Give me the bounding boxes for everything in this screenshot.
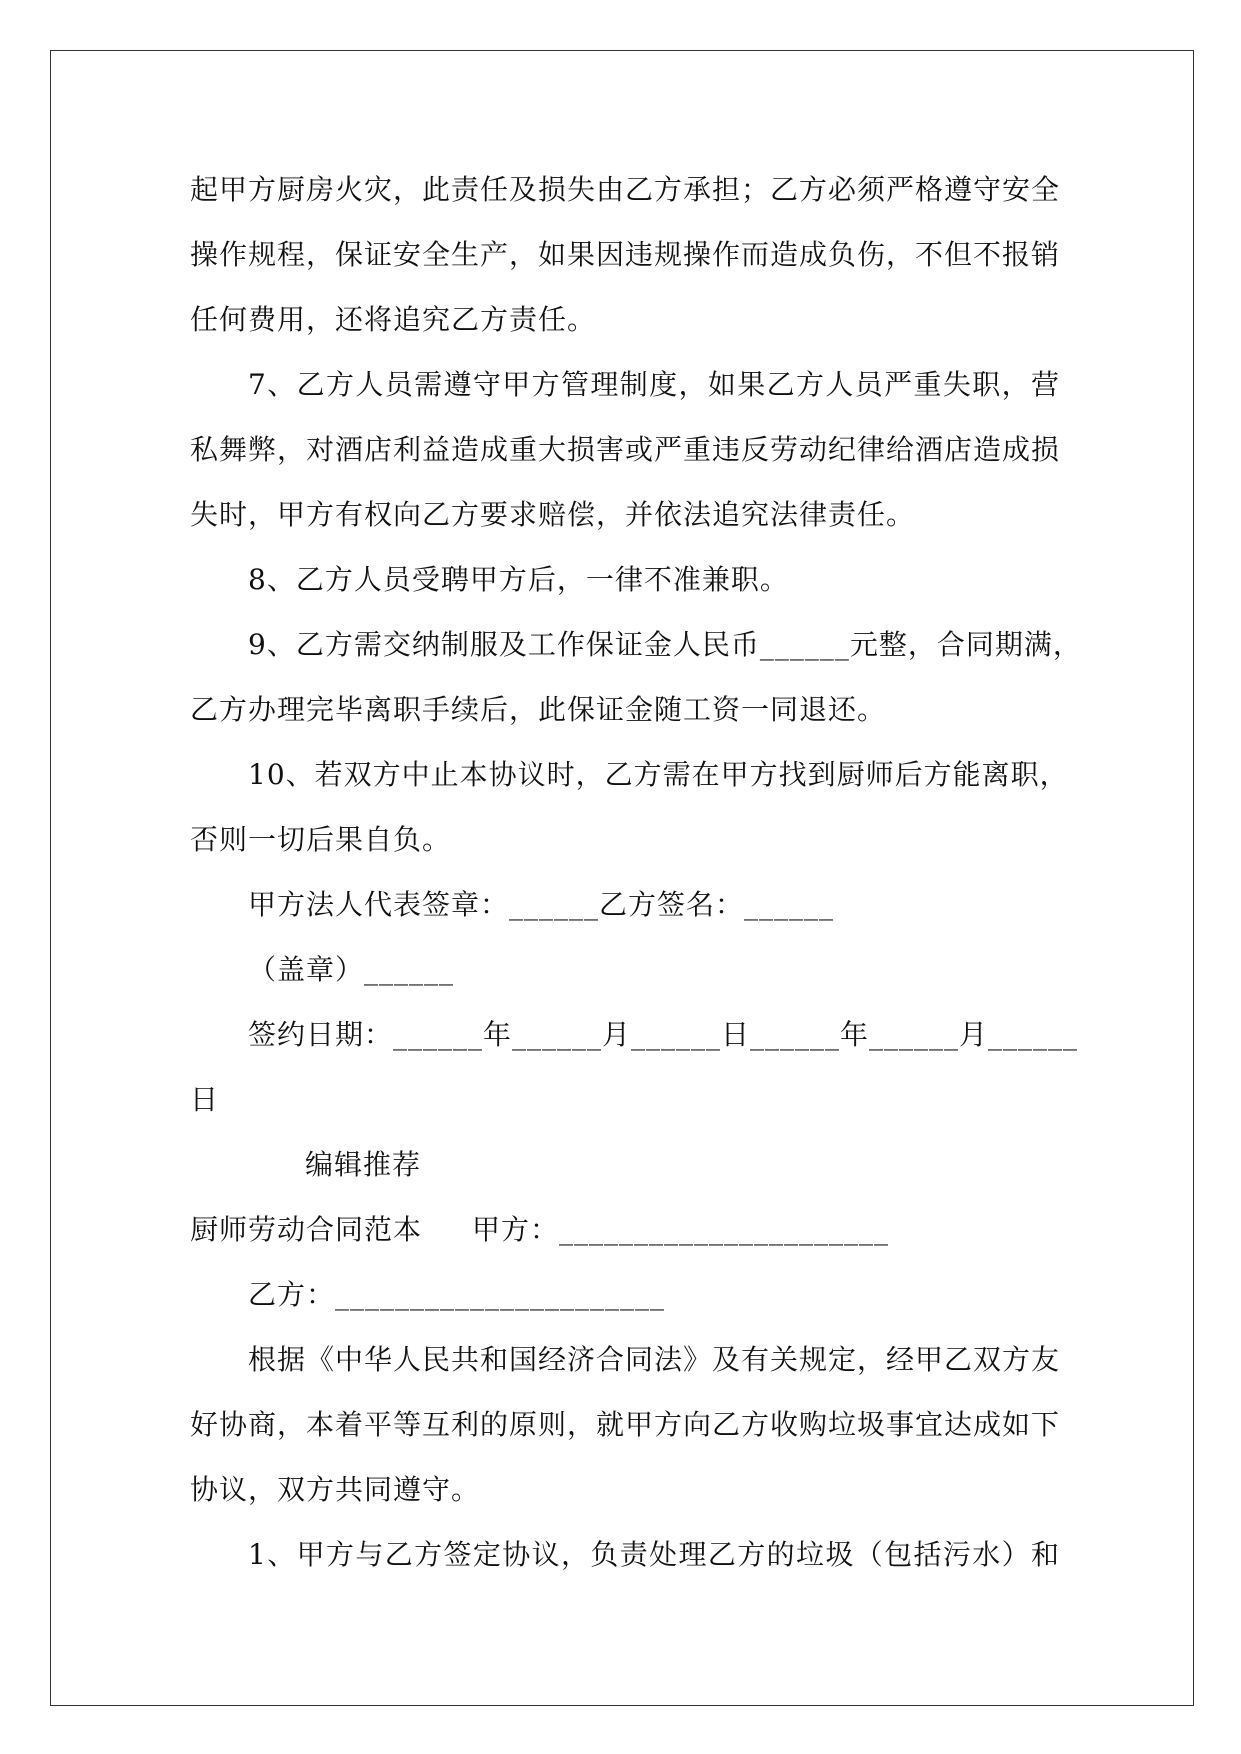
paragraph-line: 任何费用，还将追究乙方责任。 [190, 303, 597, 336]
clause-10: 10、若双方中止本协议时，乙方需在甲方找到厨师后方能离职， [248, 758, 1069, 791]
preamble-line: 根据《中华人民共和国经济合同法》及有关规定，经甲乙双方友 [248, 1343, 1061, 1376]
paragraph-line: 私舞弊，对酒店利益造成重大损害或严重违反劳动纪律给酒店造成损 [190, 433, 1061, 466]
signing-date-line: 签约日期：______年______月______日______年______月______ [248, 1018, 1079, 1051]
paragraph-line: 乙方办理完毕离职手续后，此保证金随工资一同退还。 [190, 693, 887, 726]
signature-line: 甲方法人代表签章：______乙方签名：______ [248, 888, 835, 921]
paragraph-line: 操作规程，保证安全生产，如果因违规操作而造成负伤，不但不报销 [190, 238, 1061, 271]
seal-line: （盖章）______ [248, 953, 455, 986]
party-a-field: 甲方：______________________ [472, 1213, 890, 1246]
paragraph-line: 否则一切后果自负。 [190, 823, 452, 856]
document-body [190, 157, 1082, 1587]
clause-9: 9、乙方需交纳制服及工作保证金人民币______元整，合同期满， [248, 628, 1082, 661]
party-b-field: 乙方：______________________ [248, 1278, 666, 1311]
signing-date-day: 日 [190, 1083, 220, 1116]
section-heading: 编辑推荐 [305, 1148, 422, 1181]
paragraph-line: 起甲方厨房火灾，此责任及损失由乙方承担；乙方必须严格遵守安全 [190, 173, 1061, 206]
paragraph-line: 协议，双方共同遵守。 [190, 1473, 481, 1506]
clause-1: 1、甲方与乙方签定协议，负责处理乙方的垃圾（包括污水）和 [248, 1538, 1060, 1571]
clause-8: 8、乙方人员受聘甲方后，一律不准兼职。 [248, 563, 789, 596]
clause-7: 7、乙方人员需遵守甲方管理制度，如果乙方人员严重失职，营 [248, 368, 1060, 401]
paragraph-line: 好协商，本着平等互利的原则，就甲方向乙方收购垃圾事宜达成如下 [190, 1408, 1061, 1441]
contract-title-line [190, 1197, 1060, 1262]
contract-title: 厨师劳动合同范本 [190, 1213, 423, 1246]
paragraph-line: 失时，甲方有权向乙方要求赔偿，并依法追究法律责任。 [190, 498, 916, 531]
